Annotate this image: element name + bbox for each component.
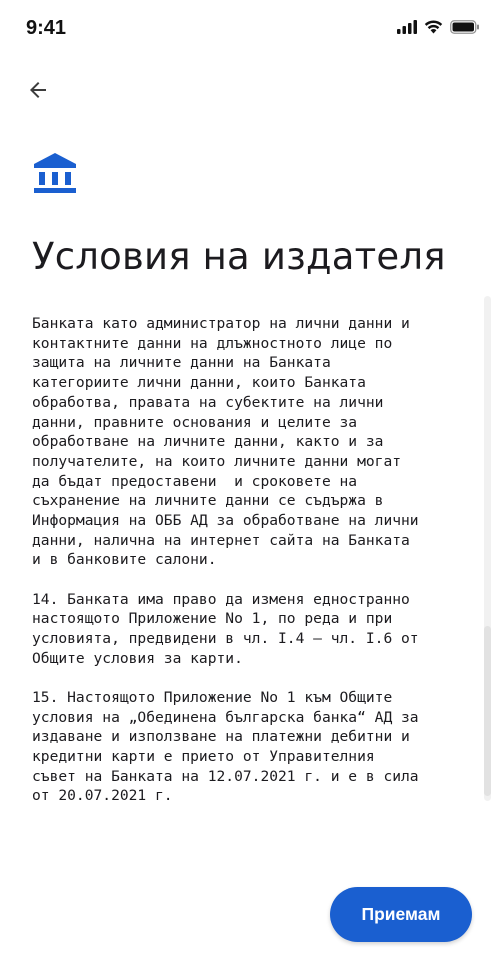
battery-icon bbox=[450, 20, 480, 34]
terms-line: категориите лични данни, които Банката bbox=[32, 374, 366, 392]
status-bar bbox=[0, 0, 502, 58]
terms-line: настоящото Приложение No 1, по реда и при bbox=[32, 610, 393, 628]
terms-line: обработване на личните данни, както и за bbox=[32, 433, 384, 451]
terms-line: данни, налична на интернет сайта на Банката bbox=[32, 531, 410, 549]
arrow-left-icon bbox=[26, 78, 50, 102]
terms-line: съвет на Банката на 12.07.2021 г. и е в сила bbox=[32, 767, 419, 785]
terms-line: условия на „Обединена българска банка“ АД за bbox=[32, 708, 419, 726]
terms-line: съхранение на личните данни се съдържа в bbox=[32, 492, 384, 510]
terms-line: получателите, на които личните данни могат bbox=[32, 452, 402, 470]
signal-icon bbox=[397, 20, 417, 34]
terms-line: от 20.07.2021 г. bbox=[32, 787, 173, 805]
terms-text bbox=[32, 314, 477, 826]
terms-scroll-area[interactable] bbox=[0, 300, 502, 860]
wifi-icon bbox=[424, 20, 443, 34]
page-title: Условия на издателя bbox=[32, 235, 446, 278]
terms-line: условията, предвидени в чл. I.4 – чл. I.6 от bbox=[32, 630, 419, 648]
terms-line: 14. Банката има право да изменя едностранно bbox=[32, 590, 410, 608]
status-time: 9:41 bbox=[26, 17, 67, 39]
bank-icon bbox=[32, 152, 78, 194]
terms-line: контактните данни на длъжностното лице по bbox=[32, 334, 393, 352]
terms-paragraph bbox=[32, 314, 477, 570]
terms-line: издаване и използване на платежни дебитни и bbox=[32, 728, 410, 746]
scroll-thumb[interactable] bbox=[484, 626, 491, 796]
terms-line: кредитни карти е прието от Управителния bbox=[32, 748, 375, 766]
scrollbar[interactable] bbox=[484, 296, 491, 801]
terms-paragraph bbox=[32, 590, 477, 669]
terms-line: и в банковите салони. bbox=[32, 551, 217, 569]
back-button[interactable] bbox=[20, 72, 56, 108]
terms-line: обработва, правата на субектите на лични bbox=[32, 393, 384, 411]
accept-button[interactable]: Приемам bbox=[330, 887, 472, 942]
terms-paragraph bbox=[32, 688, 477, 806]
terms-line: данни, правните основания и целите за bbox=[32, 413, 358, 431]
terms-line: защита на личните данни на Банката bbox=[32, 354, 331, 372]
terms-line: Информация на ОББ АД за обработване на лични bbox=[32, 512, 419, 530]
terms-line: да бъдат предоставени и сроковете на bbox=[32, 472, 358, 490]
clipped-text-line bbox=[32, 300, 472, 304]
terms-line: Общите условия за карти. bbox=[32, 649, 243, 667]
status-icons bbox=[397, 20, 480, 34]
terms-line: 15. Настоящото Приложение No 1 към Общите bbox=[32, 688, 393, 706]
terms-line: Банката като администратор на лични данни и bbox=[32, 315, 410, 332]
